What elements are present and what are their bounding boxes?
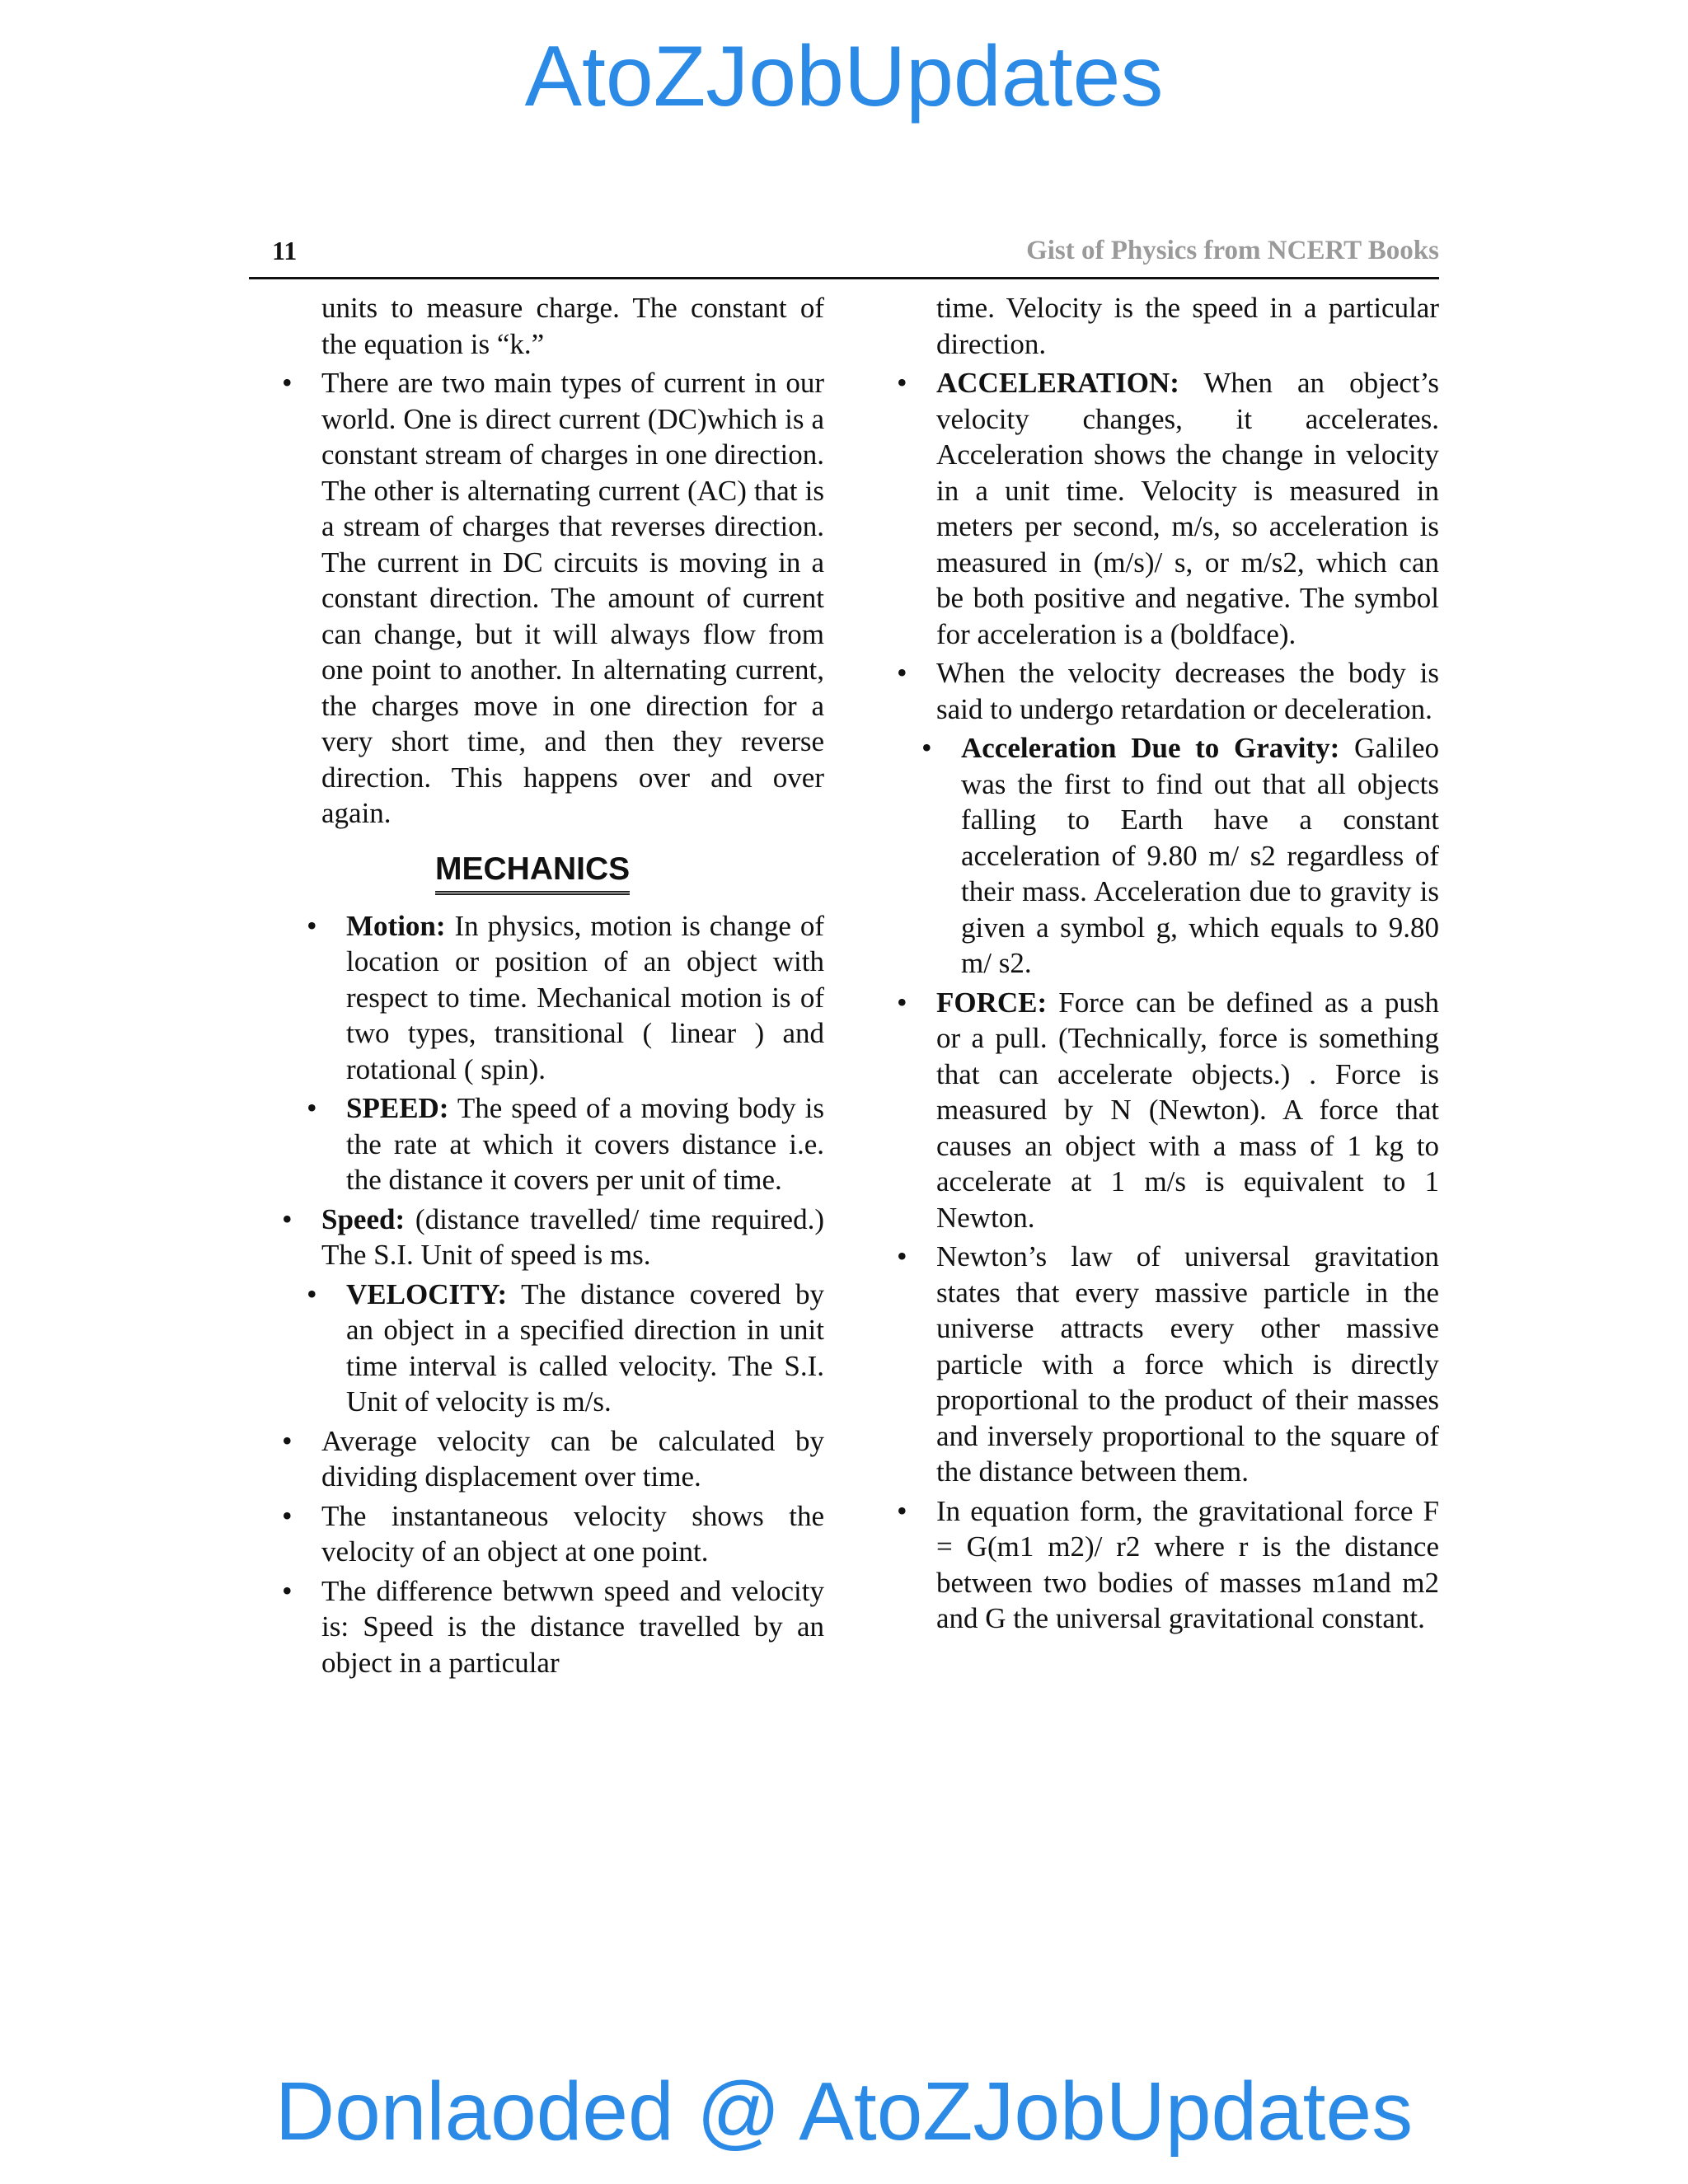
item-term: ACCELERATION:	[936, 367, 1179, 399]
bullet-icon: •	[307, 908, 317, 942]
bullet-icon: •	[307, 1277, 317, 1310]
item-text: (distance travelled/ time required.) The S.I. Unit of speed is ms.	[321, 1202, 824, 1271]
list-item-motion	[264, 908, 824, 1088]
item-term: SPEED:	[346, 1092, 449, 1124]
left-column	[264, 290, 824, 1684]
item-text: The difference betwwn speed and velocity is: Speed is the distance travelled by an object in a particular	[321, 1574, 824, 1679]
list-item-speed-definition	[264, 1090, 824, 1198]
item-text: The instantaneous velocity shows the velocity of an object at one point.	[321, 1499, 824, 1568]
item-text: There are two main types of current in our world. One is direct current (DC)which is a constant stream of charges in one direction. The other is alternating current (AC) that is a stream of charges that reverses direction. The current in DC circuits is moving in a constant direction. The amount of current can change, but it will always flow from one point to another. In alternating current, the charges move in one direction for a very short time, and then they reverse direction. This happens over and over again.	[321, 367, 824, 829]
list-item-retardation	[879, 655, 1439, 727]
item-term: Motion:	[346, 909, 446, 942]
bullet-icon: •	[897, 366, 907, 399]
list-item-force	[879, 985, 1439, 1236]
watermark-bottom: Donlaoded @ AtoZJobUpdates	[274, 2065, 1414, 2158]
list-item-velocity	[264, 1277, 824, 1420]
continued-paragraph: time. Velocity is the speed in a particular direction.	[936, 292, 1439, 360]
item-text: Newton’s law of universal gravitation states that every massive particle in the universe attracts every other massive particle with a force which is directly proportional to the product of their masses and inversely proportional to the square of the distance between them.	[936, 1240, 1439, 1488]
list-item-instantaneous-velocity	[264, 1498, 824, 1570]
item-text: The distance covered by an object in a specified direction in unit time interval is called velocity. The S.I. Unit of velocity is m/s.	[346, 1277, 824, 1418]
item-text: The speed of a moving body is the rate at which it covers distance i.e. the distance it covers per unit of time.	[346, 1092, 824, 1196]
bullet-icon: •	[282, 1498, 293, 1532]
bullet-icon: •	[282, 366, 293, 399]
item-text: Average velocity can be calculated by dividing displacement over time.	[321, 1424, 824, 1493]
header-rule	[249, 277, 1439, 279]
item-text: Galileo was the first to find out that all objects falling to Earth have a constant acceleration of 9.80 m/ s2 regardless of their mass. Acceleration due to gravity is given a symbol g, which equals to 9.80 m/ s2.	[961, 732, 1439, 979]
bullet-icon: •	[897, 656, 907, 689]
list-item-newton-law	[879, 1239, 1439, 1490]
item-text: When an object’s velocity changes, it accelerates. Acceleration shows the change in velocity in a unit time. Velocity is measured in meters per second, m/s, so acceleration is measured in (m/s)/ s, or m/s2, which can be both positive and negative. The symbol for acceleration is a (boldface).	[936, 367, 1439, 650]
item-term: Speed:	[321, 1202, 406, 1235]
item-text: When the velocity decreases the body is said to undergo retardation or deceleration.	[936, 657, 1439, 725]
list-item-acceleration	[879, 365, 1439, 652]
item-text: Force can be defined as a push or a pull. (Technically, force is something that can accelerate objects.) . Force is measured by N (Newton). A force that causes an object with a mass of 1 kg to accelerate at 1 m/s is equivalent to 1 Newton.	[936, 986, 1439, 1234]
item-text: In equation form, the gravitational force F = G(m1 m2)/ r2 where r is the distance between two bodies of masses m1and m2 and G the universal gravitational constant.	[936, 1494, 1439, 1634]
bullet-icon: •	[921, 731, 932, 764]
item-term: Acceleration Due to Gravity:	[961, 732, 1340, 764]
continued-paragraph: units to measure charge. The constant of the equation is “k.”	[321, 292, 824, 360]
list-item-speed-velocity-difference	[264, 1573, 824, 1681]
bullet-icon: •	[897, 985, 907, 1019]
item-term: FORCE:	[936, 986, 1048, 1019]
bullet-icon: •	[282, 1202, 293, 1235]
list-item-speed-formula	[264, 1202, 824, 1273]
section-heading-mechanics: MECHANICS	[435, 850, 630, 895]
running-title: Gist of Physics from NCERT Books	[1026, 236, 1439, 265]
list-item-gravity	[879, 730, 1439, 982]
bullet-icon: •	[282, 1423, 293, 1457]
bullet-icon: •	[307, 1091, 317, 1124]
right-column	[879, 290, 1439, 1640]
bullet-icon: •	[897, 1493, 907, 1527]
list-item-average-velocity	[264, 1423, 824, 1495]
page-number: 11	[272, 236, 298, 265]
bullet-icon: •	[897, 1240, 907, 1272]
list-item-current-types	[264, 365, 824, 832]
list-item-gravitation-equation	[879, 1493, 1439, 1637]
bullet-icon: •	[282, 1573, 293, 1607]
item-text: In physics, motion is change of location or position of an object with respect to time. Mechanical motion is of two types, transitional ( linear ) and rotational ( spin).	[346, 909, 824, 1085]
item-term: VELOCITY:	[346, 1277, 508, 1310]
watermark-top: AtoZJobUpdates	[524, 29, 1164, 124]
